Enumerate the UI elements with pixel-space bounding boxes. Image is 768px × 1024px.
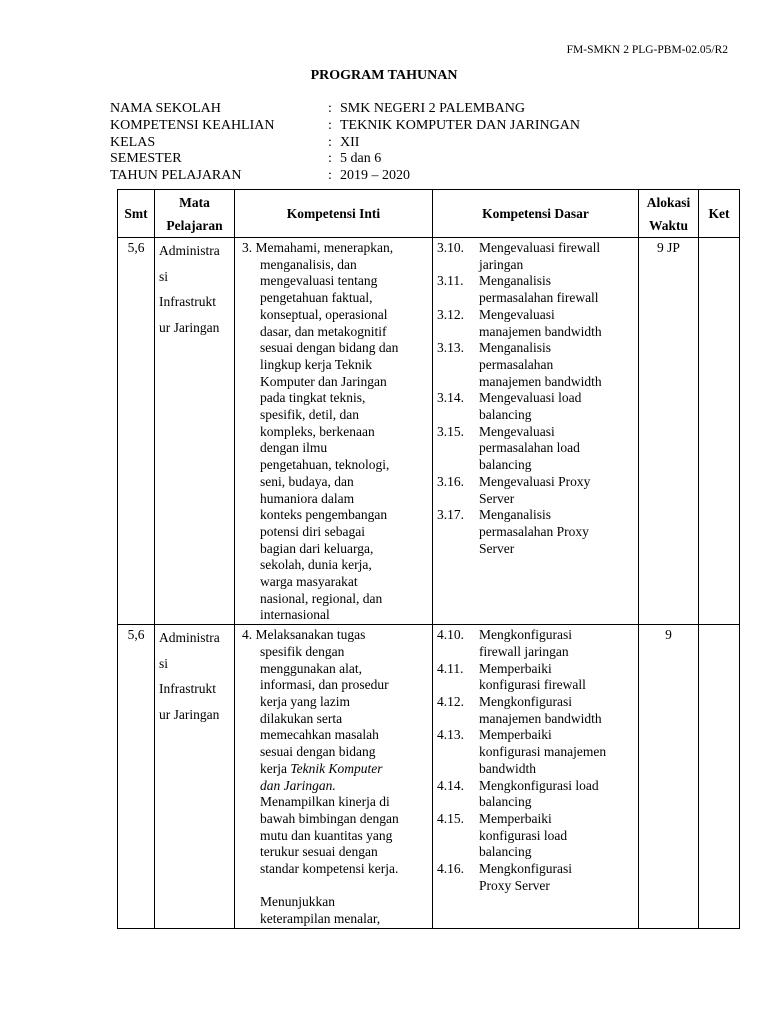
- info-row: [110, 135, 580, 152]
- header-smt: Smt: [118, 190, 155, 238]
- kd-text: [479, 778, 634, 811]
- alokasi-waktu-cell: 9 JP: [639, 238, 699, 625]
- info-label: TAHUN PELAJARAN: [110, 168, 242, 184]
- kd-item: [437, 627, 634, 660]
- info-label: KELAS: [110, 134, 156, 150]
- kd-number: 4.10.: [437, 627, 464, 643]
- kd-text: [479, 661, 634, 694]
- kd-text: [479, 811, 634, 861]
- ki-italic-text: dan Jaringan.: [260, 777, 336, 793]
- kd-line: Mengevaluasi load: [479, 390, 582, 406]
- table-row: [118, 238, 740, 625]
- ki-line: sesuai dengan bidang dan: [260, 340, 399, 356]
- kd-number: 4.14.: [437, 777, 464, 793]
- kd-line: Mengevaluasi: [479, 423, 555, 439]
- ki-line: warga masyarakat: [260, 574, 358, 590]
- kd-line: Menganalisis: [479, 507, 551, 523]
- kd-text: [479, 390, 634, 423]
- mapel-line: ur Jaringan: [159, 319, 220, 335]
- info-row: [110, 118, 580, 135]
- ki-line: konteks pengembangan: [260, 507, 388, 523]
- ki-line: sekolah, dunia kerja,: [260, 557, 372, 573]
- kd-number: 3.10.: [437, 240, 464, 255]
- kd-text: [479, 424, 634, 474]
- ki-line: nasional, regional, dan: [260, 590, 383, 606]
- kd-line: Memperbaiki: [479, 660, 552, 676]
- table-row: [118, 625, 740, 929]
- ki-line: sesuai dengan bidang: [260, 744, 376, 760]
- mapel-line: Administra: [159, 630, 220, 646]
- header-kompetensi-inti: Kompetensi Inti: [235, 190, 433, 238]
- ki-line: spesifik, detil, dan: [260, 407, 359, 423]
- kd-number: 4.12.: [437, 693, 464, 709]
- mapel-line: ur Jaringan: [159, 706, 220, 722]
- mata-pelajaran-cell: [155, 625, 235, 929]
- kd-line: manajemen bandwidth: [479, 373, 602, 389]
- kd-line: Menganalisis: [479, 273, 551, 289]
- header-ket: Ket: [699, 190, 740, 238]
- ket-cell: [699, 625, 740, 929]
- ki-line: menggunakan alat,: [260, 660, 362, 676]
- kd-item: [437, 390, 634, 423]
- kd-item: [437, 778, 634, 811]
- info-row: [110, 101, 580, 118]
- document-code: FM-SMKN 2 PLG-PBM-02.05/R2: [566, 44, 728, 56]
- kd-line: Mengkonfigurasi: [479, 693, 572, 709]
- kompetensi-inti-cell: [235, 625, 433, 929]
- kd-line: konfigurasi load: [479, 827, 568, 843]
- ki-line: Komputer dan Jaringan: [260, 373, 387, 389]
- mata-pelajaran-cell: [155, 238, 235, 625]
- kd-text: [479, 240, 634, 273]
- kd-item: [437, 240, 634, 273]
- kd-line: firewall jaringan: [479, 643, 569, 659]
- info-label: KOMPETENSI KEAHLIAN: [110, 117, 275, 133]
- info-separator: :: [328, 117, 332, 133]
- annual-program-table: [117, 189, 740, 929]
- kd-number: 3.13.: [437, 340, 464, 356]
- kd-line: Mengkonfigurasi: [479, 861, 572, 877]
- info-value: 5 dan 6: [340, 151, 382, 167]
- kd-text: [479, 474, 634, 507]
- header-alokasi-line-2: Waktu: [648, 217, 689, 233]
- info-row: [110, 168, 580, 185]
- ki-line: pengetahuan, teknologi,: [260, 457, 390, 473]
- kd-text: [479, 861, 634, 894]
- kd-line: Mengkonfigurasi load: [479, 777, 599, 793]
- ki-line: lingkup kerja Teknik: [260, 356, 373, 372]
- kd-item: [437, 661, 634, 694]
- kd-line: Memperbaiki: [479, 727, 552, 743]
- ki-line: kompleks, berkenaan: [260, 423, 375, 439]
- header-mapel-line-1: Mata: [179, 194, 210, 210]
- ki-line: standar kompetensi kerja.: [260, 861, 399, 877]
- document-title: PROGRAM TAHUNAN: [310, 68, 458, 83]
- info-value: SMK NEGERI 2 PALEMBANG: [340, 101, 526, 116]
- kd-line: manajemen bandwidth: [479, 710, 602, 726]
- kd-text: [479, 307, 634, 340]
- ki-line: potensi diri sebagai: [260, 523, 365, 539]
- kompetensi-dasar-cell: [433, 238, 639, 625]
- kd-item: [437, 273, 634, 306]
- kd-number: 3.17.: [437, 507, 464, 523]
- header-mapel-line-2: Pelajaran: [166, 217, 223, 233]
- kd-line: konfigurasi firewall: [479, 677, 586, 693]
- info-value: TEKNIK KOMPUTER DAN JARINGAN: [340, 117, 580, 133]
- ki-line: keterampilan menalar,: [260, 911, 381, 927]
- kd-line: Server: [479, 490, 515, 506]
- mapel-line: si: [159, 268, 169, 284]
- kd-line: bandwidth: [479, 760, 536, 776]
- kd-text: [479, 627, 634, 660]
- header-mata-pelajaran: [155, 190, 235, 238]
- kd-line: balancing: [479, 407, 532, 423]
- ki-line: terukur sesuai dengan: [260, 844, 378, 860]
- kd-item: [437, 727, 634, 777]
- kd-line: Mengkonfigurasi: [479, 627, 572, 643]
- ki-line: [240, 761, 428, 778]
- kd-line: permasalahan: [479, 356, 554, 372]
- info-row: [110, 151, 580, 168]
- kd-line: Mengevaluasi: [479, 306, 555, 322]
- kd-line: balancing: [479, 794, 532, 810]
- kd-number: 4.16.: [437, 861, 464, 877]
- kd-item: [437, 507, 634, 557]
- ki-line: informasi, dan prosedur: [260, 677, 389, 693]
- kd-number: 3.15.: [437, 423, 464, 439]
- ki-line: dengan ilmu: [260, 440, 328, 456]
- ki-line: [240, 778, 428, 795]
- mapel-line: si: [159, 655, 169, 671]
- kd-text: [479, 340, 634, 390]
- kd-text: [479, 694, 634, 727]
- ki-line: Menampilkan kinerja di: [260, 794, 390, 810]
- ki-line: dilakukan serta: [260, 710, 343, 726]
- kd-number: 3.12.: [437, 306, 464, 322]
- ki-line: mutu dan kuantitas yang: [260, 827, 393, 843]
- kd-line: Server: [479, 540, 515, 556]
- ki-line: 4. Melaksanakan tugas: [242, 627, 366, 643]
- ki-line: pada tingkat teknis,: [260, 390, 366, 406]
- kd-text: [479, 727, 634, 777]
- kd-item: [437, 474, 634, 507]
- smt-cell: 5,6: [118, 238, 155, 625]
- smt-cell: 5,6: [118, 625, 155, 929]
- kd-number: 4.13.: [437, 727, 464, 743]
- kd-item: [437, 694, 634, 727]
- ki-kerja-prefix: kerja: [260, 760, 291, 776]
- info-separator: :: [328, 101, 332, 116]
- kd-item: [437, 811, 634, 861]
- ki-line: bawah bimbingan dengan: [260, 810, 399, 826]
- ki-line: Menunjukkan: [260, 894, 335, 910]
- kd-number: 3.16.: [437, 473, 464, 489]
- kd-line: Menganalisis: [479, 340, 551, 356]
- kd-line: manajemen bandwidth: [479, 323, 602, 339]
- ki-line: bagian dari keluarga,: [260, 540, 374, 556]
- info-separator: :: [328, 151, 332, 167]
- kd-line: permasalahan firewall: [479, 290, 599, 306]
- mapel-line: Infrastrukt: [159, 681, 216, 697]
- info-value: 2019 – 2020: [340, 168, 410, 184]
- header-kompetensi-dasar: Kompetensi Dasar: [433, 190, 639, 238]
- table-header-row: [118, 190, 740, 238]
- info-label: NAMA SEKOLAH: [110, 101, 221, 116]
- info-separator: :: [328, 134, 332, 150]
- ki-line: mengevaluasi tentang: [260, 273, 378, 289]
- header-alokasi-waktu: [639, 190, 699, 238]
- kd-line: Mengevaluasi Proxy: [479, 473, 591, 489]
- kd-line: balancing: [479, 457, 532, 473]
- kompetensi-dasar-cell: [433, 625, 639, 929]
- alokasi-waktu-cell: 9: [639, 625, 699, 929]
- kd-line: balancing: [479, 844, 532, 860]
- kd-item: [437, 340, 634, 390]
- kd-text: [479, 273, 634, 306]
- info-label: SEMESTER: [110, 151, 182, 167]
- info-separator: :: [328, 168, 332, 184]
- kd-number: 4.11.: [437, 660, 464, 676]
- school-info: [110, 101, 580, 185]
- kd-item: [437, 307, 634, 340]
- kd-line: jaringan: [479, 256, 524, 272]
- ki-line: dasar, dan metakognitif: [260, 323, 387, 339]
- kd-line: konfigurasi manajemen: [479, 744, 607, 760]
- ki-line: 3. Memahami, menerapkan,: [242, 240, 394, 255]
- header-alokasi-line-1: Alokasi: [646, 194, 691, 210]
- kd-number: 3.14.: [437, 390, 464, 406]
- ki-line: menganalisis, dan: [260, 256, 357, 272]
- kd-line: Memperbaiki: [479, 810, 552, 826]
- ki-line: kerja yang lazim: [260, 693, 350, 709]
- kd-line: Proxy Server: [479, 877, 550, 893]
- ki-line: konseptual, operasional: [260, 306, 388, 322]
- kd-number: 3.11.: [437, 273, 464, 289]
- kd-item: [437, 424, 634, 474]
- ki-line: humaniora dalam: [260, 490, 355, 506]
- kd-line: permasalahan Proxy: [479, 523, 589, 539]
- ki-line: internasional: [260, 607, 330, 623]
- kd-item: [437, 861, 634, 894]
- kd-line: Mengevaluasi firewall: [479, 240, 601, 255]
- kd-number: 4.15.: [437, 810, 464, 826]
- ket-cell: [699, 238, 740, 625]
- ki-line: memecahkan masalah: [260, 727, 379, 743]
- ki-line: spesifik dengan: [260, 643, 345, 659]
- ki-line: pengetahuan faktual,: [260, 290, 373, 306]
- kd-text: [479, 507, 634, 557]
- kompetensi-inti-cell: [235, 238, 433, 625]
- ki-line: seni, budaya, dan: [260, 473, 354, 489]
- kd-line: permasalahan load: [479, 440, 580, 456]
- info-value: XII: [340, 134, 360, 150]
- mapel-line: Infrastrukt: [159, 294, 216, 309]
- mapel-line: Administra: [159, 243, 220, 258]
- ki-italic-text: Teknik Komputer: [290, 760, 383, 776]
